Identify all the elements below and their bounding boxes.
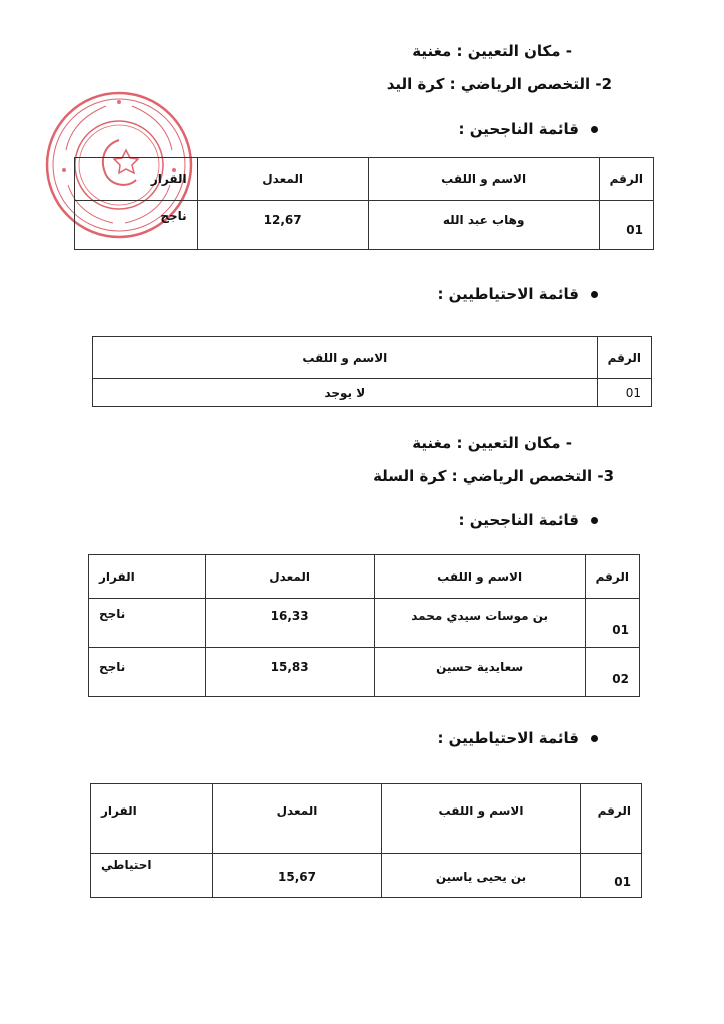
row-number: 01: [625, 385, 641, 400]
section2-reserves-title: قائمة الاحتياطيين :: [437, 285, 579, 303]
row-average: 15,83: [270, 660, 309, 674]
section3-place: - مكان التعيين : مغنية: [412, 434, 572, 452]
section2-winners-title: قائمة الناجحين :: [458, 120, 579, 138]
section3-reserves-title: قائمة الاحتياطيين :: [437, 729, 579, 747]
section3-specialty: 3- التخصص الرياضي : كرة السلة: [373, 467, 614, 485]
section3-winners-title: قائمة الناجحين :: [458, 511, 579, 529]
section2-place: - مكان التعيين : مغنية: [412, 42, 572, 60]
bullet-icon: [591, 291, 598, 298]
header-average: المعدل: [276, 804, 318, 818]
header-number: الرقم: [607, 350, 641, 365]
table-row: [89, 648, 640, 697]
row-name: سعايدية حسين: [436, 660, 524, 674]
row-number: 02: [612, 672, 629, 686]
row-decision: ناجح: [99, 660, 126, 674]
table-header-row: [75, 158, 654, 201]
row-average: 12,67: [263, 213, 302, 227]
section2-reserves-table: [92, 336, 652, 407]
header-name: الاسم و اللقب: [437, 569, 523, 584]
table-row: [91, 854, 642, 898]
header-average: المعدل: [262, 172, 304, 186]
row-name: لا يوجد: [324, 385, 366, 400]
row-name: وهاب عبد الله: [442, 213, 525, 227]
table-row: [93, 379, 652, 407]
header-name: الاسم و اللقب: [302, 350, 388, 365]
header-number: الرقم: [597, 804, 631, 818]
table-row: [75, 201, 654, 250]
header-decision: القرار: [99, 569, 135, 584]
row-decision: ناجح: [99, 607, 126, 621]
row-average: 16,33: [270, 609, 309, 623]
section2-reserves-heading: [437, 285, 598, 303]
row-number: 01: [626, 223, 643, 237]
section2-winners-heading: [459, 120, 598, 138]
row-decision: احتياطي: [101, 858, 152, 872]
row-name: بن يحيى ياسين: [435, 870, 527, 884]
header-decision: القرار: [101, 804, 137, 818]
section3-reserves-heading: [437, 729, 598, 747]
bullet-icon: [591, 517, 598, 524]
section3-winners-table: [88, 554, 640, 697]
table-header-row: [91, 784, 642, 854]
header-decision: القرار: [150, 172, 187, 186]
section3-reserves-table: [90, 783, 642, 898]
section2-winners-table: [74, 157, 654, 250]
row-average: 15,67: [278, 870, 316, 884]
row-name: بن موسات سيدي محمد: [411, 609, 549, 623]
bullet-icon: [591, 735, 598, 742]
header-name: الاسم و اللقب: [438, 804, 524, 818]
row-decision: ناجح: [160, 209, 187, 223]
header-number: الرقم: [609, 172, 643, 186]
row-number: 01: [612, 623, 629, 637]
bullet-icon: [591, 126, 598, 133]
header-average: المعدل: [269, 569, 311, 584]
section2-specialty: 2- التخصص الرياضي : كرة اليد: [386, 75, 612, 93]
section3-winners-heading: [459, 511, 598, 529]
header-number: الرقم: [595, 569, 629, 584]
table-header-row: [89, 555, 640, 599]
table-row: [89, 599, 640, 648]
table-header-row: [93, 337, 652, 379]
header-name: الاسم و اللقب: [441, 172, 527, 186]
row-number: 01: [614, 875, 631, 889]
